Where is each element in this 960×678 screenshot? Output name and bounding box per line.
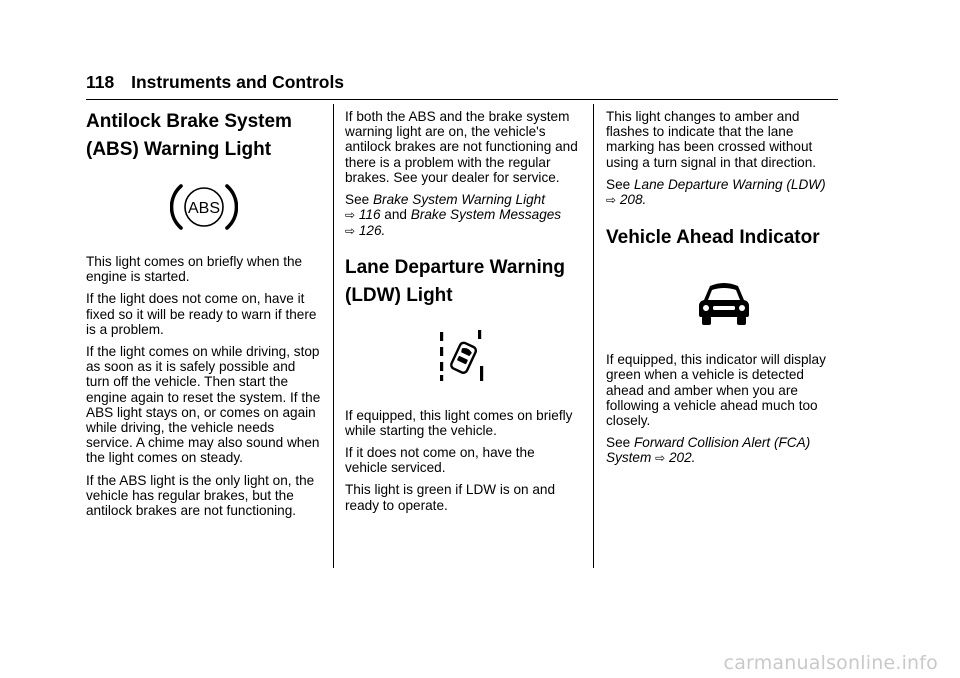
ldw-heading [345,254,580,310]
page-header [86,72,344,93]
brake-warning-light-link[interactable]: Brake System Warning Light [372,192,545,208]
page-number: 118 [86,72,115,92]
ldw-paragraph-2: If it does not come on, have the vehicle serviced. [345,445,535,476]
ldw-heading-line2: (LDW) Light [345,284,453,306]
page-ref-arrow-icon: ⇨ [345,224,356,239]
ldw-paragraph-3: This light is green if LDW is on and ready to operate. [345,482,556,513]
page-ref-arrow-icon: ⇨ [345,208,356,223]
column-divider [593,104,594,568]
brake-messages-link[interactable]: Brake System Messages [410,207,562,223]
vehicle-ahead-icon [606,280,841,326]
abs-heading-line2: (ABS) Warning Light [86,139,272,160]
abs-heading [86,108,321,164]
header-rule [86,99,838,100]
column-divider [333,104,334,568]
forward-collision-alert-page[interactable]: 202. [668,450,696,466]
abs-heading-line1: Antilock Brake System [86,111,292,132]
forward-collision-alert-link[interactable]: Forward Collision Alert (FCA) System [606,435,811,466]
ldw-paragraph-1: If equipped, this light comes on briefly while starting the vehicle. [345,407,573,438]
see-label: See [345,192,370,208]
vehicle-ahead-paragraph-1: If equipped, this indicator will display green when a vehicle is detected ahead and amber when you are following a vehicle ahead much too closely. [606,352,826,429]
brake-warning-light-page[interactable]: 116 [358,207,381,223]
watermark: carmanualsonline.info [723,652,938,674]
abs-warning-icon [86,182,321,232]
abs-paragraph-3: If the light comes on while driving, stop as soon as it is safely possible and turn off the vehicle. Then start the engine again to reset the system. If the ABS light stays on, or comes on again while driving, the vehicle needs service. A chime may also sound when the light comes on steady. [86,344,321,466]
page-ref-arrow-icon: ⇨ [606,193,617,208]
abs-paragraph-4: If the ABS light is the only light on, the vehicle has regular brakes, but the antilock brakes are not functioning. [86,472,315,519]
and-label: and [384,207,407,223]
section-title: Instruments and Controls [131,72,345,92]
page-ref-arrow-icon: ⇨ [655,451,666,466]
vehicle-ahead-see-reference [606,435,841,466]
see-label: See [606,176,631,192]
abs-paragraph-2: If the light does not come on, have it fixed so it will be ready to warn if there is a problem. [86,291,317,337]
column-middle [345,109,580,520]
column-abs [86,108,321,525]
lane-departure-icon [345,328,580,384]
ldw-see-reference [606,177,841,208]
lane-departure-warning-link[interactable]: Lane Departure Warning (LDW) [633,176,826,192]
see-label: See [606,435,631,451]
column-right [606,109,841,474]
brake-see-reference [345,192,580,240]
brake-messages-page[interactable]: 126. [358,223,386,239]
brake-paragraph-1: If both the ABS and the brake system warning light are on, the vehicle's antilock brakes are not functioning and there is a problem with the regular brakes. See your dealer for service. [345,109,578,185]
ldw-heading-line1: Lane Departure Warning [345,256,565,278]
vehicle-ahead-heading: Vehicle Ahead Indicator [606,227,820,249]
lane-departure-warning-page[interactable]: 208. [619,192,647,208]
abs-icon-text: ABS [187,200,220,217]
ldw-paragraph-4: This light changes to amber and flashes to indicate that the lane marking has been crossed without using a turn signal in that direction. [606,109,817,170]
abs-paragraph-1: This light comes on briefly when the engine is started. [86,254,303,285]
